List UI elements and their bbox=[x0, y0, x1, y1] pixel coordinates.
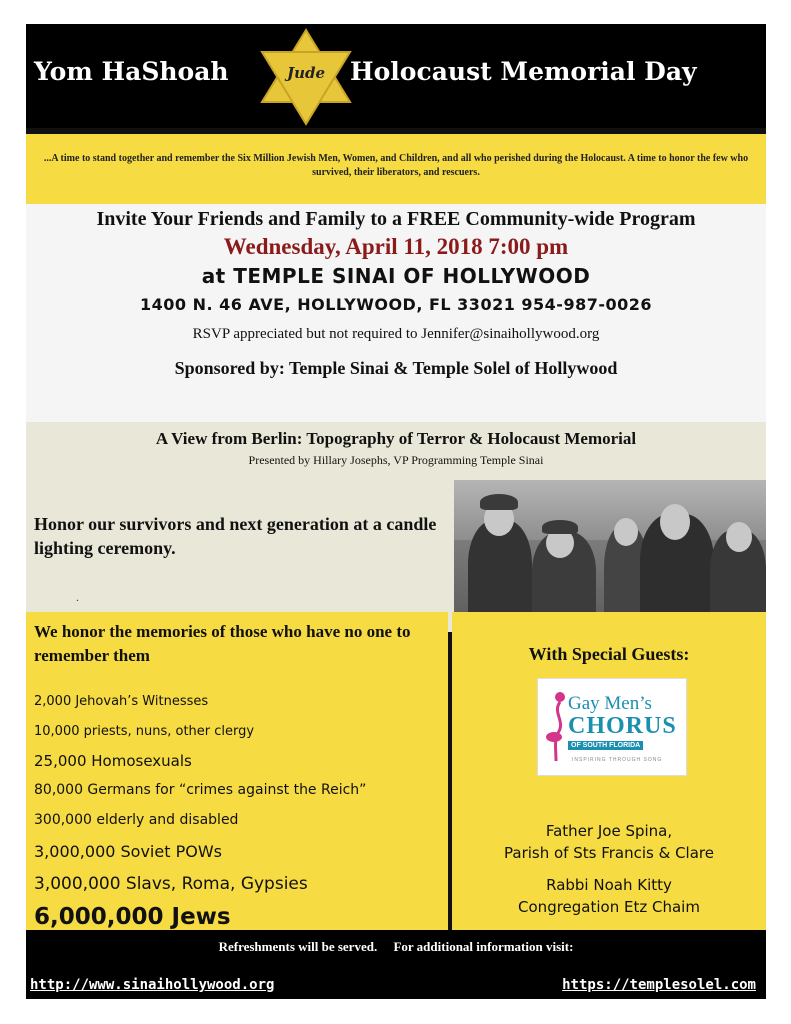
title-holocaust-memorial-day: Holocaust Memorial Day bbox=[350, 57, 697, 86]
flamingo-icon bbox=[544, 689, 570, 763]
historical-photo bbox=[454, 480, 766, 630]
list-item: 80,000 Germans for “crimes against the Reich” bbox=[34, 782, 367, 798]
footer-text: Refreshments will be served. For additional information visit: bbox=[218, 939, 574, 954]
sinai-hollywood-link[interactable]: http://www.sinaihollywood.org bbox=[30, 977, 275, 993]
rsvp-text: RSVP appreciated but not required to Jennifer@sinaihollywood.org bbox=[192, 326, 600, 342]
program-presenter: Presented by Hillary Josephs, VP Programming Temple Sinai bbox=[248, 453, 544, 467]
memories-section bbox=[26, 612, 448, 930]
program-section bbox=[26, 422, 766, 632]
guests-title: With Special Guests: bbox=[528, 644, 690, 664]
star-of-david-icon bbox=[258, 28, 354, 126]
logo-tagline: INSPIRING THROUGH SONG bbox=[572, 757, 663, 763]
logo-text-south-florida: OF SOUTH FLORIDA bbox=[568, 741, 643, 750]
invite-headline: Invite Your Friends and Family to a FREE Community-wide Program bbox=[96, 208, 696, 230]
photo-figure-head bbox=[660, 504, 690, 540]
tagline: ...A time to stand together and remember the Six Million Jewish Men, Women, and Children, and all who perished during the Holocaust. A time to honor the few who survived, their liberators, and rescuers. bbox=[26, 134, 766, 204]
event-venue: at TEMPLE SINAI OF HOLLYWOOD bbox=[201, 264, 591, 288]
stray-dot: . bbox=[76, 590, 79, 604]
list-item: 25,000 Homosexuals bbox=[34, 752, 192, 770]
list-item: 300,000 elderly and disabled bbox=[34, 812, 239, 828]
event-address: 1400 N. 46 AVE, HOLLYWOOD, FL 33021 954-987-0026 bbox=[139, 295, 653, 314]
list-item: 2,000 Jehovah’s Witnesses bbox=[34, 694, 209, 709]
flyer bbox=[26, 24, 766, 999]
sponsor-text: Sponsored by: Temple Sinai & Temple Solel of Hollywood bbox=[174, 358, 618, 378]
photo-figure-cap bbox=[480, 494, 518, 510]
honor-survivors-text: Honor our survivors and next generation at a candle lighting ceremony. bbox=[34, 514, 437, 558]
temple-solel-link[interactable]: https://templesolel.com bbox=[562, 977, 756, 993]
star-label: Jude bbox=[286, 64, 326, 82]
header-banner bbox=[26, 24, 766, 128]
list-item-jews: 6,000,000 Jews bbox=[34, 904, 231, 930]
invite-section bbox=[26, 204, 766, 422]
photo-figure-cap bbox=[542, 520, 578, 534]
guests-section bbox=[452, 612, 766, 930]
logo-text-gay-mens: Gay Men’s bbox=[568, 693, 652, 714]
program-title: A View from Berlin: Topography of Terror & Holocaust Memorial bbox=[155, 429, 637, 448]
list-item: 3,000,000 Soviet POWs bbox=[34, 842, 222, 861]
event-date: Wednesday, April 11, 2018 7:00 pm bbox=[223, 234, 569, 259]
logo-text-chorus: CHORUS bbox=[568, 713, 677, 739]
guest-noah-kitty-name: Rabbi Noah Kitty bbox=[546, 876, 672, 894]
title-yom-hashoah: Yom HaShoah bbox=[34, 57, 229, 86]
guest-noah-kitty-congregation: Congregation Etz Chaim bbox=[518, 898, 700, 916]
list-item: 3,000,000 Slavs, Roma, Gypsies bbox=[34, 874, 308, 894]
photo-figure-head bbox=[726, 522, 752, 552]
photo-figure-head bbox=[614, 518, 638, 546]
guest-joe-spina-name: Father Joe Spina, bbox=[545, 822, 673, 840]
list-item: 10,000 priests, nuns, other clergy bbox=[34, 724, 255, 739]
memories-heading: We honor the memories of those who have no one to remember them bbox=[34, 622, 411, 665]
guest-joe-spina-parish: Parish of Sts Francis & Clare bbox=[504, 844, 714, 862]
footer bbox=[26, 930, 766, 999]
gay-mens-chorus-logo bbox=[537, 678, 687, 776]
